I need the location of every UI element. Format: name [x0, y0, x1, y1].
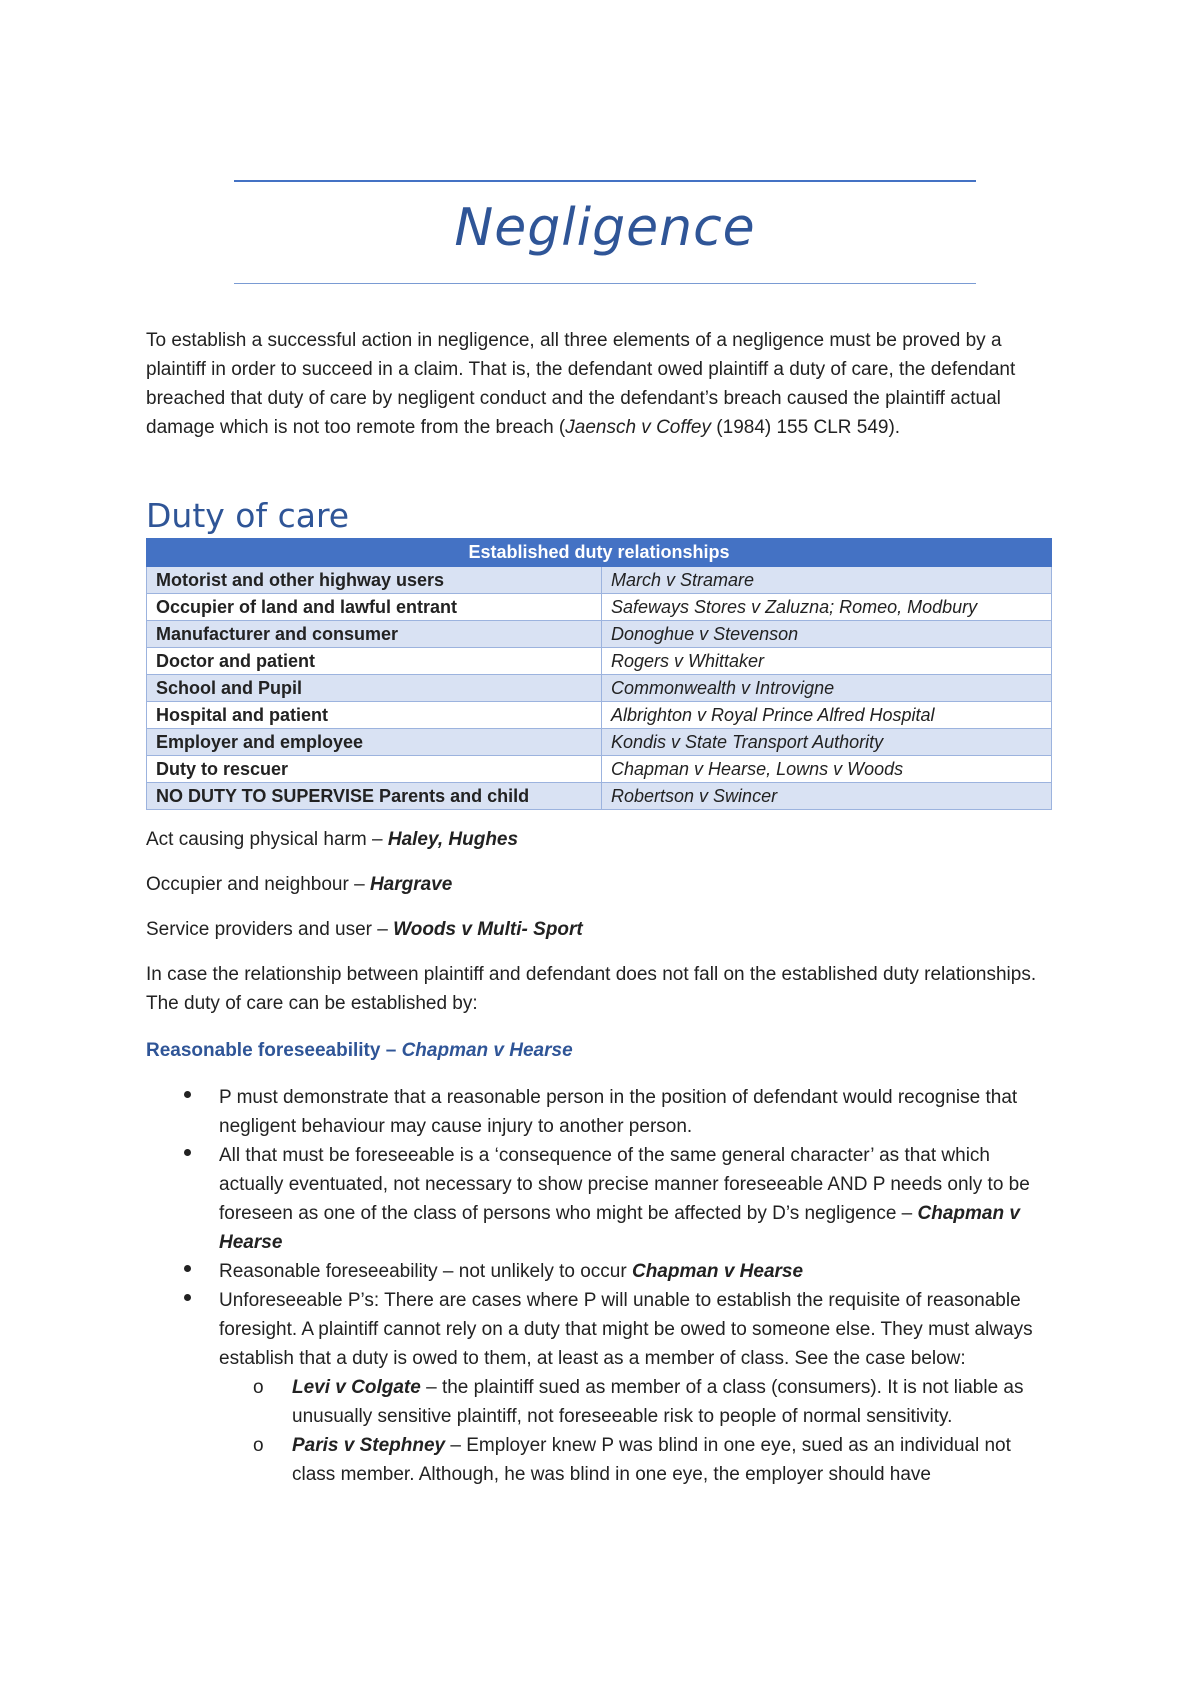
relationship-case: Woods v Multi- Sport [393, 919, 583, 940]
duty-of-care-heading: Duty of care [146, 496, 350, 535]
table-row [147, 756, 1052, 783]
relationship-cell: Doctor and patient [147, 648, 602, 675]
title-top-rule [234, 180, 976, 182]
table-row [147, 729, 1052, 756]
case-cell: Chapman v Hearse, Lowns v Woods [602, 756, 1052, 783]
relationship-cell: Hospital and patient [147, 702, 602, 729]
not-established-paragraph: In case the relationship between plaintiff and defendant does not fall on the established duty relationships. The duty of care can be established by: [146, 964, 1037, 1014]
circle-bullet-icon: o [253, 1435, 264, 1456]
bullet-icon [184, 1265, 191, 1272]
sub-bullet-case: Levi v Colgate [292, 1377, 421, 1398]
sub-bullet-text: – the plaintiff sued as member of a class (consumers). It is not liable as unusually sensitive plaintiff, not foreseeable risk to people of normal sensitivity. [292, 1377, 1024, 1427]
table-row [147, 648, 1052, 675]
bullet-icon [184, 1149, 191, 1156]
intro-paragraph [146, 326, 1058, 442]
duty-relationships-table [146, 538, 1052, 810]
list-item [146, 1257, 1058, 1286]
relationship-cell: NO DUTY TO SUPERVISE Parents and child [147, 783, 602, 810]
circle-bullet-icon: o [253, 1377, 264, 1398]
table-row [147, 783, 1052, 810]
table-row [147, 675, 1052, 702]
relationship-text: Service providers and user – [146, 919, 394, 940]
relationship-cell: Employer and employee [147, 729, 602, 756]
relationship-occupier-neighbour [146, 870, 1058, 899]
intro-text-end: (1984) 155 CLR 549). [711, 417, 901, 438]
table-header: Established duty relationships [147, 539, 1052, 567]
bullet-text: Reasonable foreseeability – not unlikely to occur [219, 1261, 632, 1282]
bullet-text: All that must be foreseeable is a ‘consequence of the same general character’ as that which actually eventuated, not necessary to show precise manner foreseeable AND P needs only to be foreseen as one of the class of persons who might be affected by D’s negligence – [219, 1145, 1030, 1224]
sub-bullet-case: Paris v Stephney [292, 1435, 446, 1456]
page-title: Negligence [454, 198, 756, 258]
foreseeability-heading [146, 1040, 573, 1062]
relationship-text: Occupier and neighbour – [146, 874, 370, 895]
case-cell: March v Stramare [602, 567, 1052, 594]
relationship-case: Haley, Hughes [387, 829, 519, 850]
table-row [147, 702, 1052, 729]
relationship-cell: Duty to rescuer [147, 756, 602, 783]
case-cell: Robertson v Swincer [602, 783, 1052, 810]
table-row [147, 567, 1052, 594]
case-cell: Albrighton v Royal Prince Alfred Hospital [602, 702, 1052, 729]
intro-case: Jaensch v Coffey [565, 417, 712, 438]
case-cell: Donoghue v Stevenson [602, 621, 1052, 648]
foreseeability-heading-case: Chapman v Hearse [401, 1040, 573, 1061]
list-item [146, 1083, 1058, 1141]
sub-list-item [219, 1431, 1058, 1489]
case-cell: Safeways Stores v Zaluzna; Romeo, Modbury [602, 594, 1052, 621]
sub-list [219, 1373, 1058, 1489]
case-cell: Kondis v State Transport Authority [602, 729, 1052, 756]
relationship-cell: Occupier of land and lawful entrant [147, 594, 602, 621]
bullet-case: Chapman v Hearse [219, 1203, 1020, 1253]
relationship-cell: Motorist and other highway users [147, 567, 602, 594]
relationship-cell: School and Pupil [147, 675, 602, 702]
bullet-case: Chapman v Hearse [631, 1261, 804, 1282]
bullet-icon [184, 1091, 191, 1098]
foreseeability-list [146, 1083, 1058, 1489]
relationship-service-providers [146, 915, 1058, 944]
sub-list-item [219, 1373, 1058, 1431]
table-row [147, 594, 1052, 621]
foreseeability-heading-text: Reasonable foreseeability – [146, 1040, 402, 1061]
intro-text: To establish a successful action in negligence, all three elements of a negligence must be proved by a plaintiff in order to succeed in a claim. That is, the defendant owed plaintiff a duty of care, the defendant breached that duty of care by negligent conduct and the defendant’s breach caused the plaintiff actual damage which is not too remote from the breach ( [146, 330, 1016, 438]
sub-bullet-text: – Employer knew P was blind in one eye, sued as an individual not class member. Although, he was blind in one eye, the employer should have [292, 1435, 1011, 1485]
relationship-text: Act causing physical harm – [146, 829, 388, 850]
relationship-case: Hargrave [369, 874, 453, 895]
bullet-text: P must demonstrate that a reasonable person in the position of defendant would recognise that negligent behaviour may cause injury to another person. [219, 1087, 1018, 1137]
relationship-physical-harm [146, 825, 1058, 854]
bullet-icon [184, 1294, 191, 1301]
case-cell: Rogers v Whittaker [602, 648, 1052, 675]
list-item [146, 1286, 1058, 1489]
case-cell: Commonwealth v Introvigne [602, 675, 1052, 702]
relationship-cell: Manufacturer and consumer [147, 621, 602, 648]
title-bottom-rule [234, 283, 976, 284]
list-item [146, 1141, 1058, 1257]
bullet-text: Unforeseeable P’s: There are cases where P will unable to establish the requisite of reasonable foresight. A plaintiff cannot rely on a duty that might be owed to someone else. They must always establish that a duty is owed to them, at least as a member of class. See the case below: [219, 1290, 1033, 1369]
table-row [147, 621, 1052, 648]
